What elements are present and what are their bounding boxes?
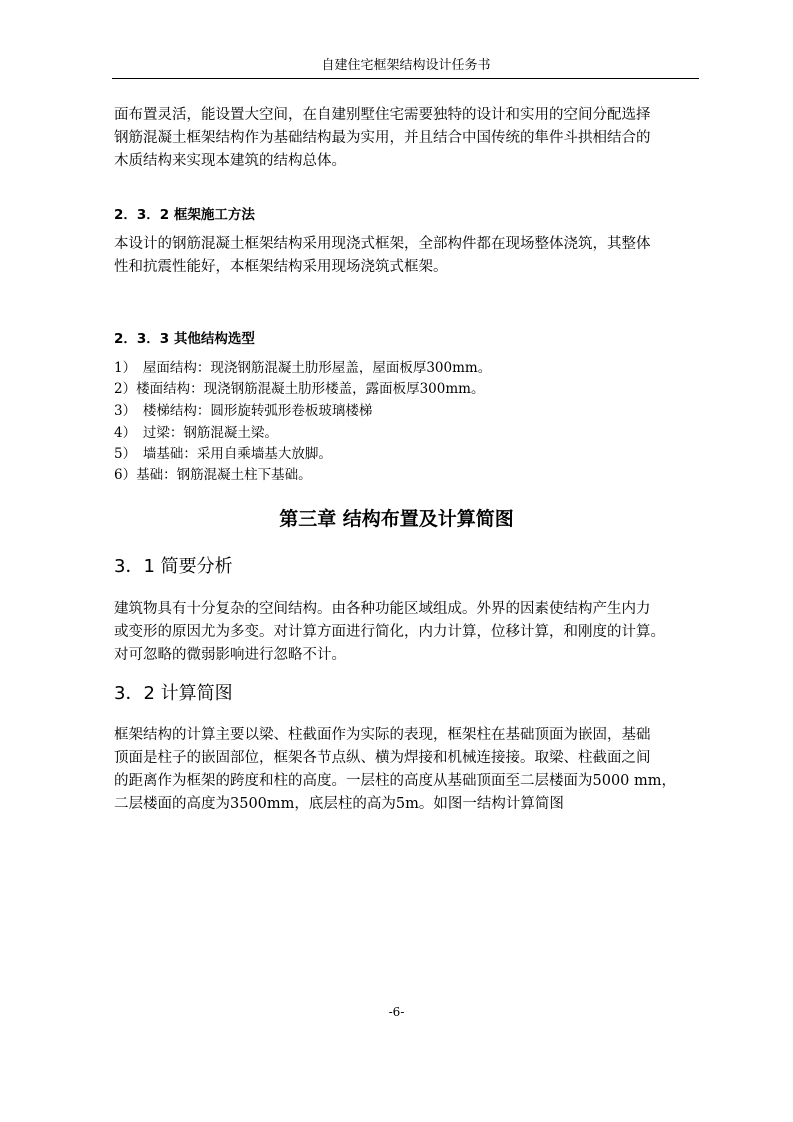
s32-line-4: 二层楼面的高度为3500mm，底层柱的高为5m。如图一结构计算简图 — [114, 796, 564, 812]
list-item: 1） 屋面结构：现浇钢筋混凝土肋形屋盖，屋面板厚300mm。 — [114, 360, 492, 376]
s31-line-1: 建筑物具有十分复杂的空间结构。由各种功能区域组成。外界的因素使结构产生内力 — [114, 601, 651, 617]
page-header: 自建住宅框架结构设计任务书 — [321, 58, 491, 73]
s32-line-3: 的距离作为框架的跨度和柱的高度。一层柱的高度从基础顶面至二层楼面为5000 mm， — [114, 773, 677, 789]
s32-line-2: 顶面是柱子的嵌固部位，框架各节点纵、横为焊接和机械连接接。取梁、柱截面之间 — [114, 750, 651, 766]
page-number: -6- — [388, 1005, 405, 1019]
list-item: 2）楼面结构：现浇钢筋混凝土肋形楼盖，露面板厚300mm。 — [114, 381, 485, 397]
section-heading-3-2: 3．2 计算简图 — [114, 683, 233, 704]
subsection-heading-2-3-2: 2．3．2 框架施工方法 — [114, 207, 255, 223]
intro-line-1: 面布置灵活，能设置大空间，在自建别墅住宅需要独特的设计和实用的空间分配选择 — [114, 107, 651, 123]
list-item: 6）基础：钢筋混凝土柱下基础。 — [114, 467, 312, 483]
s232-line-1: 本设计的钢筋混凝土框架结构采用现浇式框架，全部构件都在现场整体浇筑，其整体 — [114, 236, 651, 252]
s232-line-2: 性和抗震性能好，本框架结构采用现场浇筑式框架。 — [114, 259, 448, 275]
intro-line-3: 木质结构来实现本建筑的结构总体。 — [114, 153, 346, 169]
subsection-heading-2-3-3: 2．3．3 其他结构选型 — [114, 331, 255, 347]
section-heading-3-1: 3．1 简要分析 — [114, 556, 233, 577]
s32-line-1: 框架结构的计算主要以梁、柱截面作为实际的表现，框架柱在基础顶面为嵌固，基础 — [114, 727, 651, 743]
s31-line-3: 对可忽略的微弱影响进行忽略不计。 — [114, 647, 346, 663]
list-item: 3） 楼梯结构：圆形旋转弧形卷板玻璃楼梯 — [114, 403, 373, 419]
header-rule — [112, 78, 699, 79]
chapter-title: 第三章 结构布置及计算简图 — [279, 508, 514, 530]
list-item: 5） 墙基础：采用自乘墙基大放脚。 — [114, 446, 332, 462]
list-item: 4） 过梁：钢筋混凝土梁。 — [114, 425, 278, 441]
intro-line-2: 钢筋混凝土框架结构作为基础结构最为实用，并且结合中国传统的隼件斗拱相结合的 — [114, 130, 651, 146]
s31-line-2: 或变形的原因尤为多变。对计算方面进行简化，内力计算，位移计算，和刚度的计算。 — [114, 624, 665, 640]
